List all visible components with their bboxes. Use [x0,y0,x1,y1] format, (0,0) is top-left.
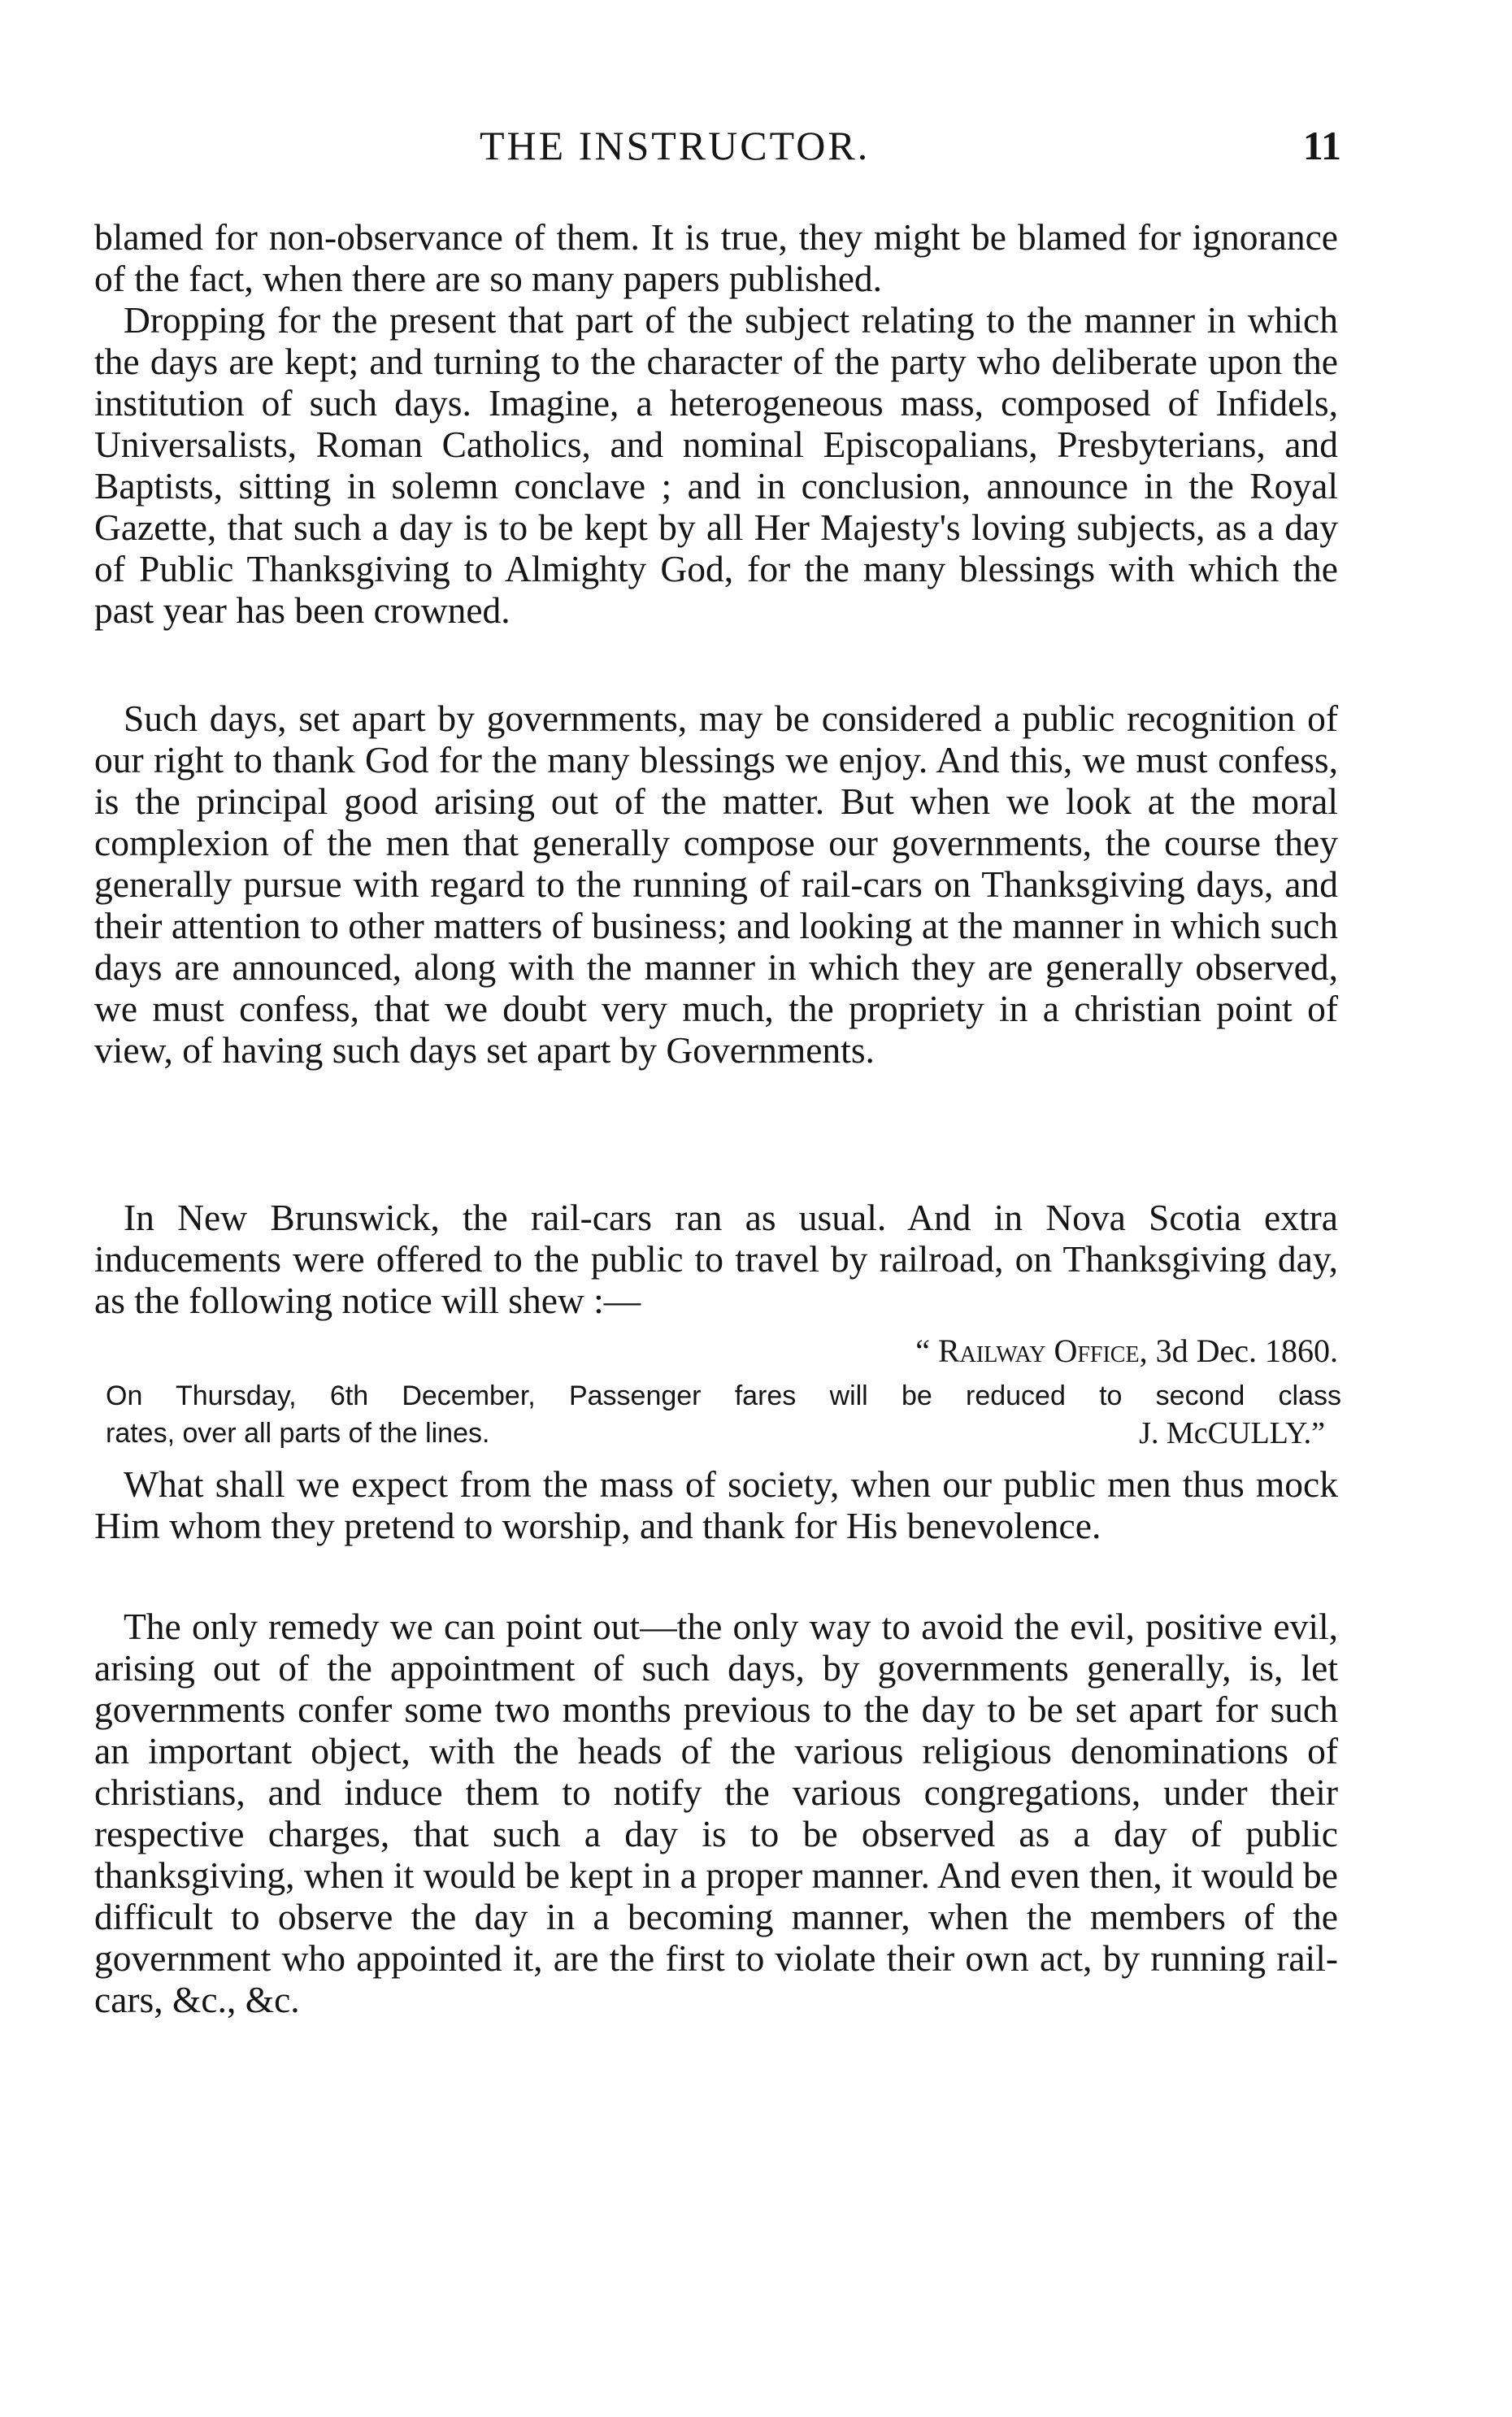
notice-office: Railway Office, [938,1332,1148,1369]
paragraph-mass-of-society: What shall we expect from the mass of society, when our public men thus mock Him whom they pretend to worship, and thank for His benevolence. [94,1463,1338,1546]
page-number: 11 [1302,123,1341,168]
running-header [480,122,1341,171]
journal-title: THE INSTRUCTOR. [480,123,871,168]
notice-line-2-row [106,1415,1341,1452]
railway-notice [106,1377,1341,1452]
paragraph-government-days: Such days, set apart by governments, may be considered a public recognition of our right to thank God for the many blessings we enjoy. And this, we must confess, is the principal good arising out of the matter. But when we look at the moral complexion of the men that generally compose our governments, the course they generally pursue with regard to the running of rail-cars on Thanksgiving days, and their attention to other matters of business; and looking at the manner in which such days are announced, along with the manner in which they are generally observed, we must confess, that we doubt very much, the propriety in a christian point of view, of having such days set apart by Governments. [94,698,1338,1071]
paragraph-rail-cars: In New Brunswick, the rail-cars ran as usual. And in Nova Scotia extra inducements were offered to the public to travel by railroad, on Thanksgiving day, as the following notice will shew :— [94,1197,1338,1321]
notice-open-quote: “ [915,1332,930,1369]
paragraph-thanksgiving-proclamation: Dropping for the present that part of the subject relating to the manner in which the days are kept; and turning to the character of the party who deliberate upon the institution of such days. Imagine, a heterogeneous mass, composed of Infidels, Universalists, Roman Catholics, and nominal Episcopalians, Presbyterians, and Baptists, sitting in solemn conclave ; and in conclusion, announce in the Royal Gazette, that such a day is to be kept by all Her Majesty's loving subjects, as a day of Public Thanksgiving to Almighty God, for the many blessings with which the past year has been crowned. [94,299,1338,631]
notice-line-2: rates, over all parts of the lines. [106,1418,490,1449]
notice-line-1: On Thursday, 6th December, Passenger fares will be reduced to second class [106,1380,1341,1411]
paragraph-continued: blamed for non-observance of them. It is true, they might be blamed for ignorance of the fact, when there are so many papers published. [94,216,1338,299]
notice-date: 3d Dec. 1860. [1155,1332,1338,1369]
notice-heading [94,1332,1338,1370]
paragraph-remedy: The only remedy we can point out—the only way to avoid the evil, positive evil, arising out of the appointment of such days, by governments generally, is, let governments confer some two months previous to the day to be set apart for such an important object, with the heads of the various religious denominations of christians, and induce them to notify the various congregations, under their respective charges, that such a day is to be observed as a day of public thanksgiving, when it would be kept in a proper manner. And even then, it would be difficult to observe the day in a becoming manner, when the members of the government who appointed it, are the first to violate their own act, by running rail-cars, &c., &c. [94,1606,1338,2020]
notice-signature: J. McCULLY.” [1139,1416,1325,1450]
